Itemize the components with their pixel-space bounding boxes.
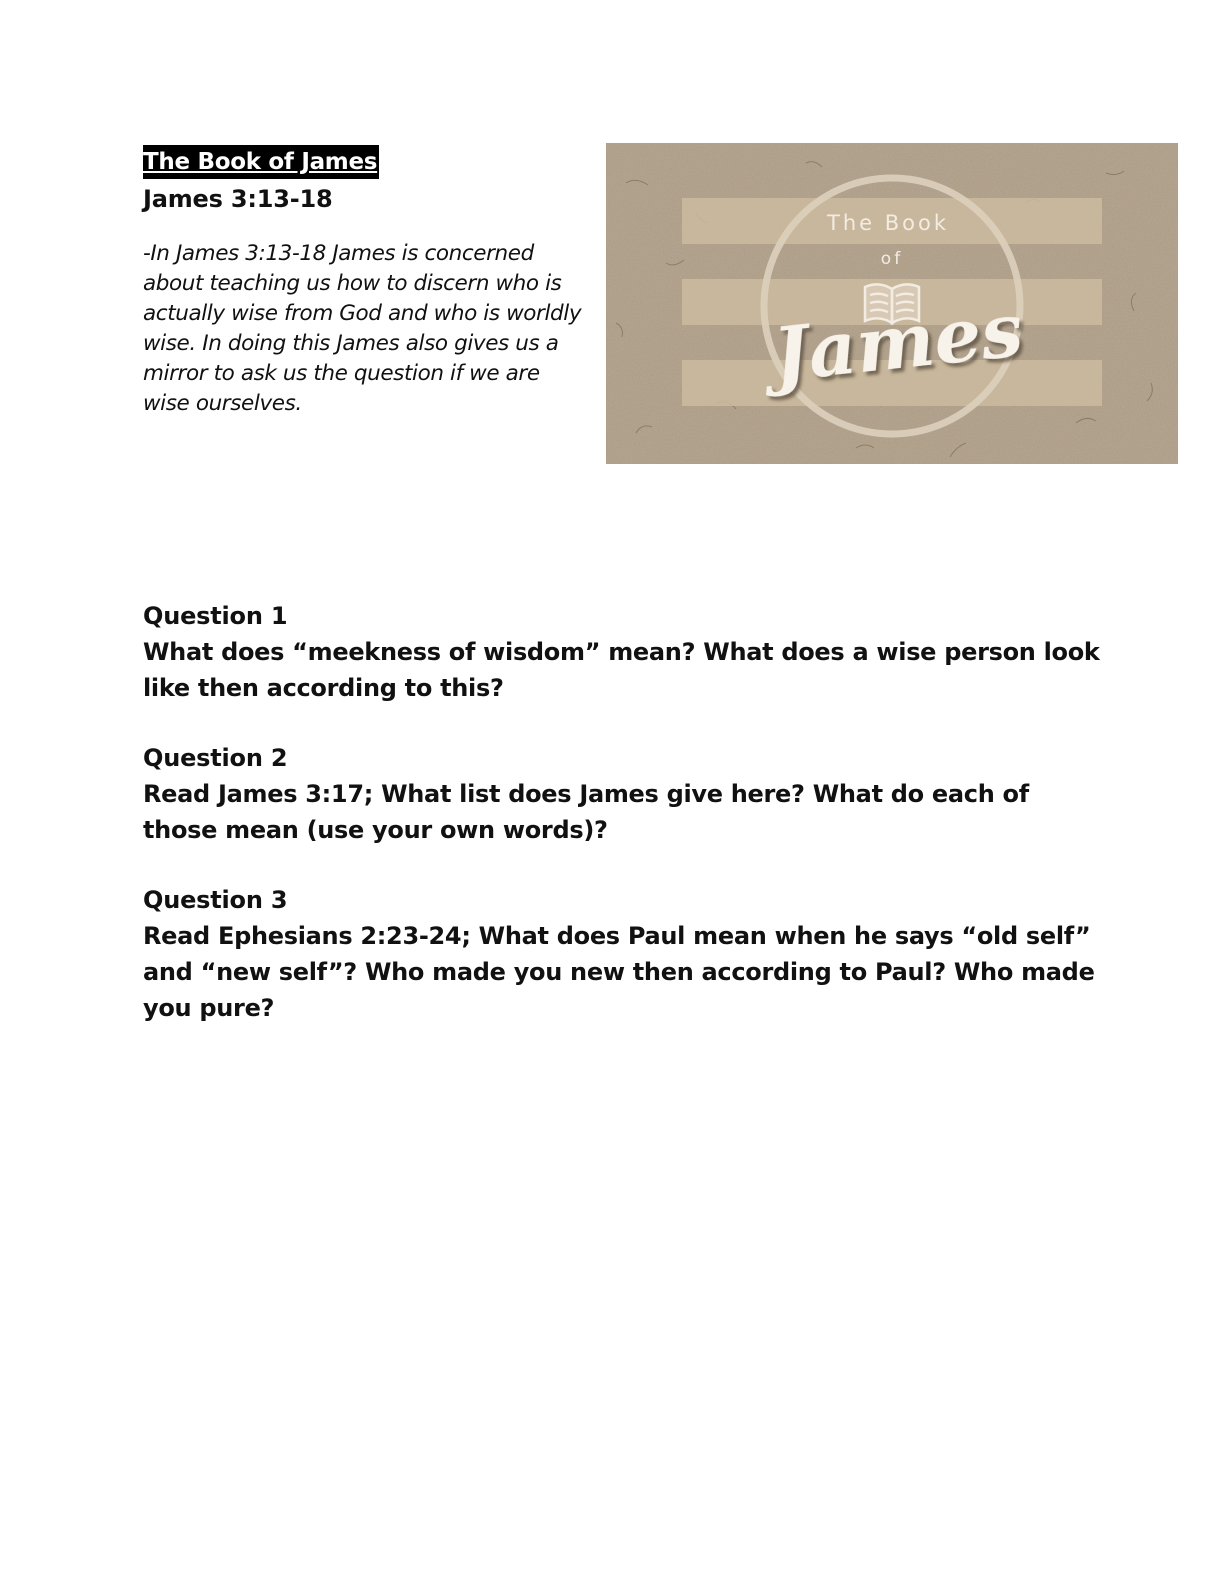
intro-paragraph: -In James 3:13-18 James is concerned about teaching us how to discern who is actually wise from God and who is worldly wise. In doing this James also gives us a mirror to ask us the question if we are wise ourselves. [143, 241, 582, 416]
question-text: Read Ephesians 2:23-24; What does Paul mean when he says “old self” and “new self”? Who made you new then according to Paul? Who made you pure? [143, 922, 1095, 1022]
question-1 [143, 598, 1103, 706]
cover-name: James [769, 287, 1027, 399]
cover-line-1: The Book [827, 211, 949, 235]
question-text: What does “meekness of wisdom” mean? What does a wise person look like then according to this? [143, 638, 1100, 702]
question-2 [143, 740, 1103, 848]
document-title: The Book of James [143, 145, 379, 179]
cover-line-2: of [880, 249, 904, 269]
questions-section [143, 598, 1103, 1060]
question-3 [143, 882, 1103, 1026]
header-block [143, 145, 583, 419]
question-text: Read James 3:17; What list does James give here? What do each of those mean (use your own words)? [143, 780, 1029, 844]
book-of-james-cover-image [606, 143, 1178, 464]
question-heading: Question 3 [143, 886, 288, 914]
scripture-reference: James 3:13-18 [143, 185, 333, 213]
question-heading: Question 2 [143, 744, 288, 772]
question-heading: Question 1 [143, 602, 288, 630]
